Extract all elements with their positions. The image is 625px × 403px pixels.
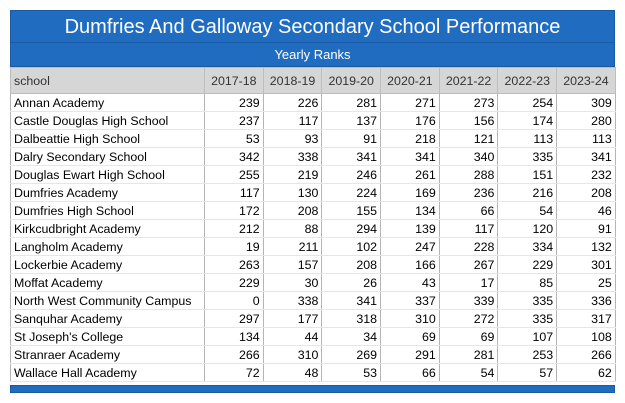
rank-cell: 69 [381,328,440,346]
rank-cell: 93 [263,130,322,148]
rank-cell: 271 [381,94,440,112]
rank-cell: 216 [498,184,557,202]
school-name-cell: Annan Academy [11,94,205,112]
rank-cell: 0 [205,292,264,310]
rank-cell: 117 [439,220,498,238]
rank-cell: 172 [205,202,264,220]
rank-cell: 88 [263,220,322,238]
rank-cell: 113 [557,130,616,148]
table-row [11,148,616,166]
rank-cell: 335 [498,310,557,328]
school-name-cell: Kirkcudbright Academy [11,220,205,238]
rank-cell: 34 [322,328,381,346]
rank-cell: 137 [322,112,381,130]
table-subtitle: Yearly Ranks [10,43,615,67]
table-row [11,238,616,256]
rank-cell: 53 [205,130,264,148]
table-body [11,94,616,382]
column-header-year: 2023-24 [557,68,616,94]
rank-cell: 229 [498,256,557,274]
school-name-cell: Langholm Academy [11,238,205,256]
rank-cell: 288 [439,166,498,184]
rank-cell: 229 [205,274,264,292]
rank-cell: 226 [263,94,322,112]
column-header-year: 2020-21 [381,68,440,94]
rank-cell: 130 [263,184,322,202]
column-header-year: 2022-23 [498,68,557,94]
rank-cell: 239 [205,94,264,112]
rank-cell: 266 [557,346,616,364]
rank-cell: 294 [322,220,381,238]
rank-cell: 246 [322,166,381,184]
rank-cell: 91 [322,130,381,148]
table-row [11,112,616,130]
rank-cell: 108 [557,328,616,346]
rank-cell: 309 [557,94,616,112]
rank-cell: 62 [557,364,616,382]
rank-cell: 57 [498,364,557,382]
rank-cell: 280 [557,112,616,130]
rank-cell: 228 [439,238,498,256]
column-header-year: 2018-19 [263,68,322,94]
table-row [11,346,616,364]
rank-cell: 212 [205,220,264,238]
rank-cell: 54 [439,364,498,382]
rank-cell: 48 [263,364,322,382]
rank-cell: 218 [381,130,440,148]
rank-cell: 338 [263,148,322,166]
rank-cell: 85 [498,274,557,292]
rank-cell: 17 [439,274,498,292]
rank-cell: 120 [498,220,557,238]
rank-cell: 267 [439,256,498,274]
rank-cell: 310 [381,310,440,328]
rank-cell: 134 [381,202,440,220]
rank-cell: 291 [381,346,440,364]
rank-cell: 336 [557,292,616,310]
rank-cell: 155 [322,202,381,220]
rank-cell: 310 [263,346,322,364]
rank-cell: 338 [263,292,322,310]
rank-cell: 91 [557,220,616,238]
rank-cell: 337 [381,292,440,310]
rank-cell: 117 [263,112,322,130]
rank-cell: 19 [205,238,264,256]
school-name-cell: St Joseph's College [11,328,205,346]
school-name-cell: North West Community Campus [11,292,205,310]
rank-cell: 72 [205,364,264,382]
rank-cell: 237 [205,112,264,130]
table-row [11,202,616,220]
rank-cell: 113 [498,130,557,148]
column-header-year: 2021-22 [439,68,498,94]
rank-cell: 247 [381,238,440,256]
rank-cell: 232 [557,166,616,184]
table-row [11,130,616,148]
rank-cell: 44 [263,328,322,346]
rank-cell: 272 [439,310,498,328]
rank-cell: 174 [498,112,557,130]
rank-cell: 334 [498,238,557,256]
rank-cell: 236 [439,184,498,202]
rank-cell: 254 [498,94,557,112]
column-header-year: 2017-18 [205,68,264,94]
rank-cell: 54 [498,202,557,220]
rank-cell: 53 [322,364,381,382]
school-name-cell: Moffat Academy [11,274,205,292]
rank-cell: 341 [322,148,381,166]
rank-cell: 132 [557,238,616,256]
school-name-cell: Wallace Hall Academy [11,364,205,382]
rank-cell: 66 [439,202,498,220]
rank-cell: 341 [381,148,440,166]
rank-cell: 273 [439,94,498,112]
rank-cell: 219 [263,166,322,184]
rank-cell: 208 [322,256,381,274]
rank-cell: 261 [381,166,440,184]
rank-cell: 342 [205,148,264,166]
footer-bar [10,385,615,393]
rank-cell: 318 [322,310,381,328]
rank-cell: 30 [263,274,322,292]
table-row [11,256,616,274]
school-name-cell: Dumfries High School [11,202,205,220]
school-name-cell: Dumfries Academy [11,184,205,202]
rank-cell: 166 [381,256,440,274]
rank-cell: 341 [322,292,381,310]
rank-cell: 117 [205,184,264,202]
rank-cell: 317 [557,310,616,328]
rank-cell: 69 [439,328,498,346]
school-ranks-table [10,67,616,382]
rank-cell: 297 [205,310,264,328]
rank-cell: 253 [498,346,557,364]
table-row [11,94,616,112]
rank-cell: 139 [381,220,440,238]
school-name-cell: Dalbeattie High School [11,130,205,148]
school-name-cell: Lockerbie Academy [11,256,205,274]
rank-cell: 335 [498,292,557,310]
rank-cell: 46 [557,202,616,220]
column-header-year: 2019-20 [322,68,381,94]
rank-cell: 266 [205,346,264,364]
rank-cell: 156 [439,112,498,130]
rank-cell: 211 [263,238,322,256]
table-title: Dumfries And Galloway Secondary School Performance [10,10,615,43]
rank-cell: 208 [557,184,616,202]
rank-cell: 335 [498,148,557,166]
rank-cell: 43 [381,274,440,292]
rank-cell: 281 [439,346,498,364]
rank-cell: 176 [381,112,440,130]
table-row [11,184,616,202]
rank-cell: 177 [263,310,322,328]
rank-cell: 157 [263,256,322,274]
rank-cell: 281 [322,94,381,112]
rank-cell: 208 [263,202,322,220]
school-name-cell: Dalry Secondary School [11,148,205,166]
table-row [11,364,616,382]
rank-cell: 102 [322,238,381,256]
table-row [11,292,616,310]
table-row [11,328,616,346]
school-name-cell: Sanquhar Academy [11,310,205,328]
rank-cell: 107 [498,328,557,346]
rank-cell: 66 [381,364,440,382]
rank-cell: 26 [322,274,381,292]
table-row [11,274,616,292]
table-row [11,220,616,238]
table-panel [10,10,615,393]
rank-cell: 255 [205,166,264,184]
rank-cell: 269 [322,346,381,364]
rank-cell: 134 [205,328,264,346]
table-row [11,310,616,328]
school-name-cell: Castle Douglas High School [11,112,205,130]
rank-cell: 263 [205,256,264,274]
table-row [11,166,616,184]
column-header-school: school [11,68,205,94]
rank-cell: 25 [557,274,616,292]
rank-cell: 341 [557,148,616,166]
school-name-cell: Stranraer Academy [11,346,205,364]
rank-cell: 121 [439,130,498,148]
school-name-cell: Douglas Ewart High School [11,166,205,184]
header-row [11,68,616,94]
rank-cell: 340 [439,148,498,166]
rank-cell: 224 [322,184,381,202]
rank-cell: 169 [381,184,440,202]
rank-cell: 301 [557,256,616,274]
rank-cell: 339 [439,292,498,310]
rank-cell: 151 [498,166,557,184]
